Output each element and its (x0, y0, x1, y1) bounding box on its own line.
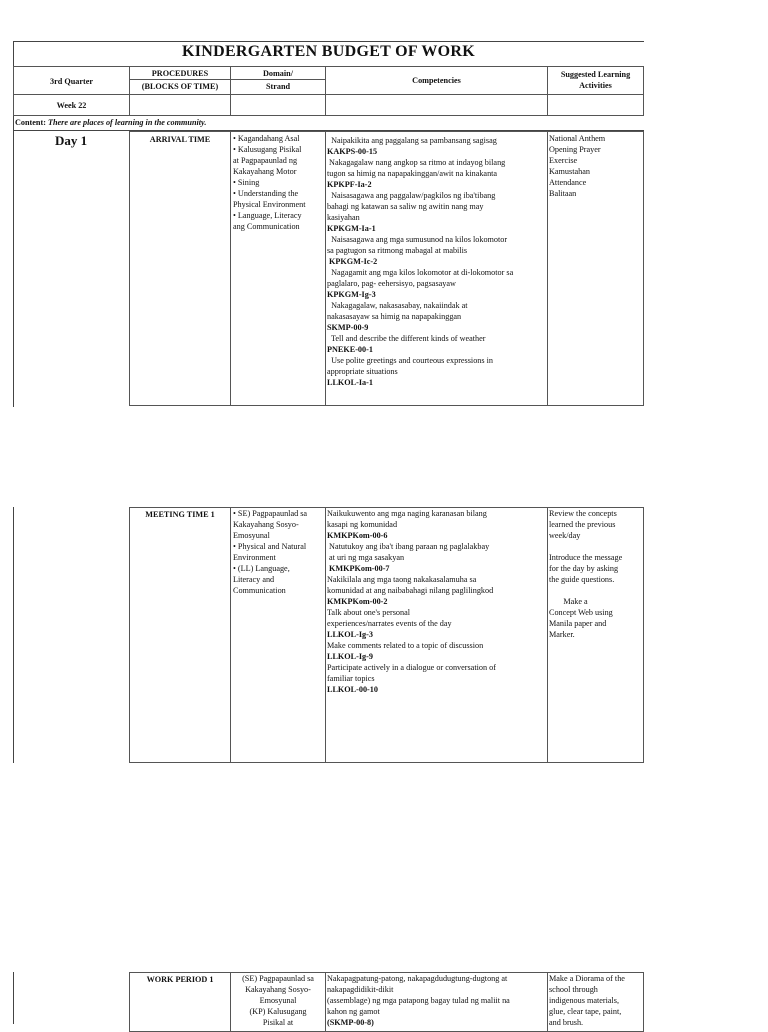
meeting-competencies-cell (325, 507, 548, 763)
day-label: Day 1 (55, 133, 88, 148)
arrival-competency-code: SKMP-00-9 (327, 323, 369, 332)
work-competency-text: (assemblage) ng mga patapong bagay tulad ng maliit na (327, 996, 510, 1005)
meeting-activity-line: for the day by asking (549, 564, 619, 573)
meeting-activities-list (549, 508, 642, 640)
arrival-competencies-cell (325, 131, 548, 406)
domain-header-label: Domain/ (262, 69, 294, 78)
work-domain-line: (KP) Kalusugang (249, 1007, 307, 1016)
meeting-domain-line: • SE) Pagpapaunlad sa (233, 509, 308, 518)
work-domain-line: Emosyunal (259, 996, 297, 1005)
meeting-activity-line: week/day (549, 531, 581, 540)
meeting-competency-text: kasapi ng komunidad (327, 520, 398, 529)
meeting-competency-code: KMKPKom-00-7 (327, 564, 390, 573)
meeting-domain-line: • Physical and Natural (233, 542, 307, 551)
meeting-competency-code: KMKPKom-00-6 (327, 531, 388, 540)
meeting-activities-cell (547, 507, 644, 763)
arrival-competency-text: Naisasagawa ang paggalaw/pagkilos ng iba'tibang (327, 191, 496, 200)
competencies-header (325, 66, 548, 95)
arrival-activity-line: Opening Prayer (549, 145, 601, 154)
arrival-domain-line: • Sining (233, 178, 260, 187)
meeting-competency-text: at uri ng mga sasakyan (327, 553, 405, 562)
header-top-rule (13, 41, 644, 42)
arrival-competency-text: bahagi ng katawan sa saliw ng awitin nang may (327, 202, 484, 211)
meeting-activity-line: Make a (549, 597, 588, 606)
work-competency-text: Nakapagpatung-patong, nakapagdudugtung-dugtong at (327, 974, 508, 983)
arrival-competency-text: Use polite greetings and courteous expressions in (327, 356, 493, 365)
work-competencies-cell (325, 972, 548, 1032)
meeting-competency-code: KMKPKom-00-2 (327, 597, 388, 606)
arrival-domain-cell (230, 131, 326, 406)
arrival-competency-text: Tell and describe the different kinds of weather (327, 334, 486, 343)
arrival-activity-line: National Anthem (549, 134, 606, 143)
arrival-competency-code: KPKGM-Ic-2 (327, 257, 378, 266)
arrival-competency-code: KPKGM-Ia-1 (327, 224, 376, 233)
arrival-activities-list (549, 133, 642, 199)
arrival-competency-text: Nakagagalaw nang angkop sa ritmo at indayog bilang (327, 158, 506, 167)
activities-header-label-bottom: Activities (579, 81, 612, 90)
work-domain-cell (230, 972, 326, 1032)
quarter-label: 3rd Quarter (50, 77, 93, 86)
work-domain-line: (SE) Pagpapaunlad sa (242, 974, 314, 983)
activities-header-label-top: Suggested Learning (560, 70, 631, 79)
meeting-competency-text: experiences/narrates events of the day (327, 619, 452, 628)
meeting-competency-text: Natutukoy ang iba't ibang paraan ng paglalakbay (327, 542, 490, 551)
meeting-activity-line: Review the concepts (549, 509, 617, 518)
meeting-activity-line (549, 541, 642, 552)
meeting-competency-text: komunidad at ang naibabahagi nilang paglilingkod (327, 586, 494, 595)
arrival-competency-text: Naipakikita ang paggalang sa pambansang sagisag (327, 136, 497, 145)
meeting-competency-code: LLKOL-Ig-9 (327, 652, 373, 661)
meeting-competency-code: LLKOL-00-10 (327, 685, 378, 694)
meeting-domain-line: • (LL) Language, (233, 564, 290, 573)
arrival-domain-line: • Kalusugang Pisikal (233, 145, 302, 154)
work-domain-line: Pisikal at (262, 1018, 294, 1027)
page-title: KINDERGARTEN BUDGET OF WORK (181, 43, 476, 60)
blocks-of-time-label: (BLOCKS OF TIME) (141, 82, 219, 91)
meeting-domain-line: Emosyunal (233, 531, 270, 540)
domain-header-bottom (230, 79, 326, 95)
work-competency-text: kahon ng gamot (327, 1007, 380, 1016)
week-domain-cell (230, 94, 326, 116)
arrival-competency-code: KPKGM-Ig-3 (327, 290, 376, 299)
meeting-domain-list (233, 508, 323, 596)
meeting-competency-text: Nakikilala ang mga taong nakakasalamuha sa (327, 575, 477, 584)
meeting-competency-code: LLKOL-Ig-3 (327, 630, 373, 639)
work-block-cell (129, 972, 231, 1032)
meeting-domain-line: Kakayahang Sosyo- (233, 520, 299, 529)
work-period-label: WORK PERIOD 1 (146, 975, 214, 984)
arrival-activity-line: Exercise (549, 156, 578, 165)
week-competencies-cell (325, 94, 548, 116)
arrival-competency-text: nakasasayaw sa himig na napapakinggan (327, 312, 462, 321)
meeting-activity-line: Introduce the message (549, 553, 623, 562)
arrival-domain-line: ang Communication (233, 222, 300, 231)
work-competency-code: (SKMP-00-8) (327, 1018, 374, 1027)
meeting-competency-text: Make comments related to a topic of discussion (327, 641, 484, 650)
arrival-competency-code: KAKPS-00-15 (327, 147, 378, 156)
meeting-domain-line: Communication (233, 586, 286, 595)
meeting-competencies-list (327, 508, 546, 695)
work-activity-line: school through (549, 985, 598, 994)
arrival-domain-list (233, 133, 323, 232)
arrival-block-cell (129, 131, 231, 406)
work-activity-line: and brush. (549, 1018, 584, 1027)
arrival-competency-text: Nakagagalaw, nakasasabay, nakaiindak at (327, 301, 468, 310)
meeting-activity-line: learned the previous (549, 520, 616, 529)
domain-header-top (230, 66, 326, 80)
page-left-border-bottom (13, 972, 14, 1024)
meeting-domain-line: Literacy and (233, 575, 275, 584)
procedures-header-bottom (129, 79, 231, 95)
meeting-activity-line: the guide questions. (549, 575, 615, 584)
activities-header (547, 66, 644, 95)
arrival-competency-text: paglalaro, pag- eehersisyo, pagsasayaw (327, 279, 456, 288)
meeting-competency-text: Naikukuwento ang mga naging karanasan bilang (327, 509, 487, 518)
week-procedures-cell (129, 94, 231, 116)
arrival-competency-code: KPKPF-Ia-2 (327, 180, 372, 189)
arrival-competency-code: LLKOL-Ia-1 (327, 378, 373, 387)
arrival-activity-line: Attendance (549, 178, 587, 187)
quarter-cell (13, 66, 130, 95)
procedures-header-label: PROCEDURES (151, 69, 209, 78)
arrival-domain-line: • Understanding the (233, 189, 299, 198)
work-activity-line: Make a Diorama of the (549, 974, 625, 983)
arrival-competency-text: Naisasagawa ang mga sumusunod na kilos lokomotor (327, 235, 508, 244)
arrival-competency-text: appropriate situations (327, 367, 398, 376)
work-competencies-list (327, 973, 546, 1028)
competencies-header-label: Competencies (412, 76, 461, 85)
arrival-time-label: ARRIVAL TIME (149, 135, 211, 144)
meeting-time-label: MEETING TIME 1 (145, 510, 215, 519)
procedures-header-top (129, 66, 231, 80)
arrival-activity-line: Balitaan (549, 189, 577, 198)
meeting-competency-text: familiar topics (327, 674, 375, 683)
arrival-activity-line: Kamustahan (549, 167, 590, 176)
week-label: Week 22 (56, 101, 87, 110)
meeting-activity-line: Marker. (549, 630, 575, 639)
work-domain-line: Kakayahang Sosyo- (245, 985, 311, 994)
arrival-competency-code: PNEKE-00-1 (327, 345, 373, 354)
meeting-competency-text: Talk about one's personal (327, 608, 410, 617)
content-text: There are places of learning in the community. (47, 118, 207, 127)
week-activities-cell (547, 94, 644, 116)
arrival-competency-text: Nagagamit ang mga kilos lokomotor at di-lokomotor sa (327, 268, 514, 277)
week-cell (13, 94, 130, 116)
work-domain-list (233, 973, 323, 1028)
arrival-competencies-list (327, 135, 546, 388)
content-label: Content: (15, 118, 46, 127)
meeting-activity-line (549, 585, 642, 596)
page-left-border-mid (13, 507, 14, 763)
work-activity-line: indigenous materials, (549, 996, 620, 1005)
meeting-competency-text: Participate actively in a dialogue or conversation of (327, 663, 496, 672)
arrival-domain-line: at Pagpapaunlad ng (233, 156, 298, 165)
arrival-competency-text: kasiyahan (327, 213, 360, 222)
meeting-domain-line: Environment (233, 553, 276, 562)
arrival-domain-line: • Kagandahang Asal (233, 134, 300, 143)
meeting-block-cell (129, 507, 231, 763)
arrival-activities-cell (547, 131, 644, 406)
strand-header-label: Strand (265, 82, 291, 91)
arrival-domain-line: Physical Environment (233, 200, 306, 209)
arrival-domain-line: Kakayahang Motor (233, 167, 297, 176)
work-activities-list (549, 973, 642, 1028)
meeting-domain-cell (230, 507, 326, 763)
work-activities-cell (547, 972, 644, 1032)
work-activity-line: glue, clear tape, paint, (549, 1007, 622, 1016)
meeting-activity-line: Manila paper and (549, 619, 607, 628)
arrival-domain-line: • Language, Literacy (233, 211, 302, 220)
content-row (15, 117, 644, 130)
arrival-competency-text: tugon sa himig na napapakinggan/awit na kinakanta (327, 169, 498, 178)
meeting-activity-line: Concept Web using (549, 608, 613, 617)
arrival-competency-text: sa pagtugon sa ritmong mabagal at mabilis (327, 246, 468, 255)
work-competency-text: nakapagdidikit-dikit (327, 985, 394, 994)
